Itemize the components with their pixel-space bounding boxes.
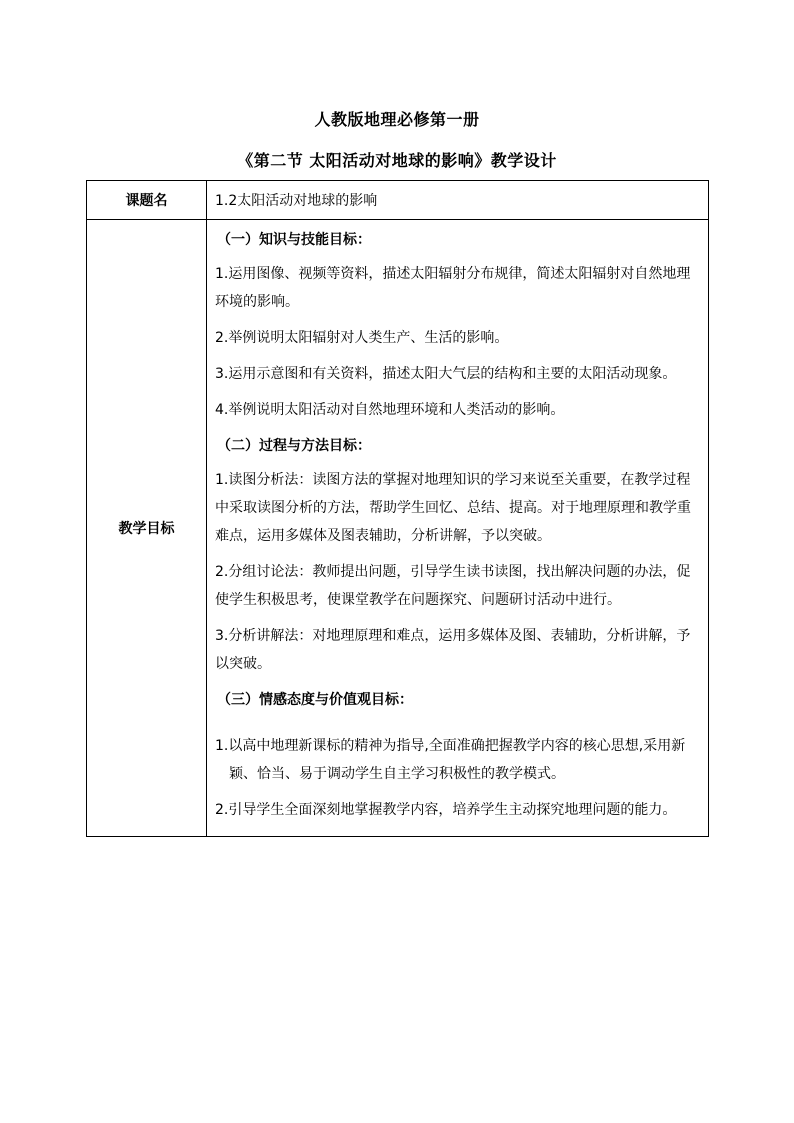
values-item-2: 2.引导学生全面深刻地掌握教学内容，培养学生主动探究地理问题的能力。 [215, 802, 677, 818]
section-heading-values: （三）情感态度与价值观目标： [217, 692, 413, 708]
document-title-line2: 《第二节 太阳活动对地球的影响》教学设计 [237, 151, 557, 170]
topic-label: 课题名 [87, 181, 207, 220]
process-item-1: 1.读图分析法：读图方法的掌握对地理知识的学习来说至关重要，在教学过程中采取读图分析的方法，帮助学生回忆、总结、提高。对于地理原理和教学重难点，运用多媒体及图表辅助，分析讲解，予以突破。 [215, 472, 691, 544]
process-item-3: 3.分析讲解法：对地理原理和难点，运用多媒体及图、表辅助，分析讲解，予以突破。 [215, 628, 691, 672]
goals-label: 教学目标 [87, 220, 207, 837]
topic-row [87, 181, 709, 220]
document-title-line1: 人教版地理必修第一册 [314, 110, 480, 129]
values-item-1: 1.以高中地理新课标的精神为指导,全面准确把握教学内容的核心思想,采用新颖、恰当、易于调动学生自主学习积极性的教学模式。 [215, 738, 686, 782]
knowledge-item-1: 1.运用图像、视频等资料，描述太阳辐射分布规律，简述太阳辐射对自然地理环境的影响。 [215, 266, 691, 310]
goals-content-cell [207, 220, 709, 837]
section-heading-process: （二）过程与方法目标： [217, 438, 371, 454]
process-item-2: 2.分组讨论法：教师提出问题，引导学生读书读图，找出解决问题的办法，促使学生积极思考，使课堂教学在问题探究、问题研讨活动中进行。 [215, 564, 691, 608]
goals-content [207, 220, 708, 836]
knowledge-item-3: 3.运用示意图和有关资料，描述太阳大气层的结构和主要的太阳活动现象。 [215, 366, 677, 382]
topic-value: 1.2太阳活动对地球的影响 [207, 181, 709, 220]
knowledge-item-4: 4.举例说明太阳活动对自然地理环境和人类活动的影响。 [215, 402, 565, 418]
section-spacer [215, 720, 700, 732]
knowledge-item-2: 2.举例说明太阳辐射对人类生产、生活的影响。 [215, 330, 509, 346]
lesson-plan-table [86, 180, 709, 837]
goals-row [87, 220, 709, 837]
section-heading-knowledge: （一）知识与技能目标： [217, 232, 371, 248]
